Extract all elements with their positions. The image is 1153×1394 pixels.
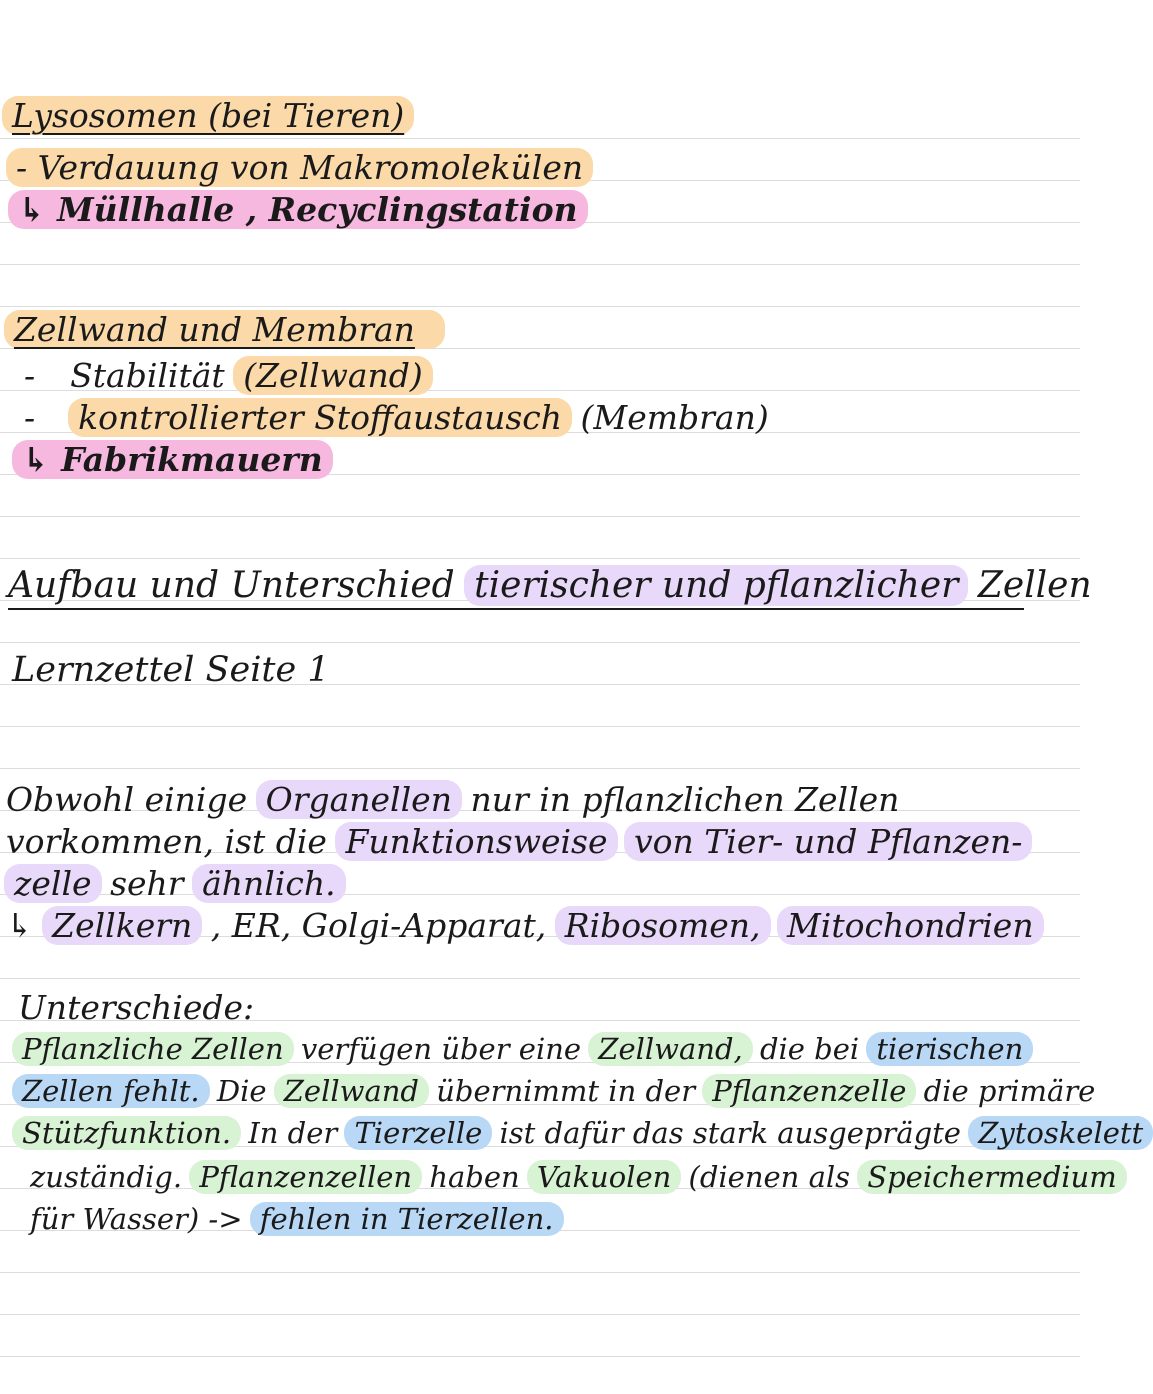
lysosomen-heading-line (4, 96, 412, 135)
highlight-speichermedium: Speichermedium (857, 1160, 1127, 1194)
zellwand-item2-text: kontrollierter Stoffaustausch (68, 398, 572, 437)
highlight-zellkern: Zellkern (42, 906, 202, 945)
lysosomen-item-line (8, 148, 591, 187)
lysosomen-heading: Lysosomen (bei Tieren) (2, 96, 414, 135)
zellwand-analogy-highlight (12, 440, 333, 479)
title-part1: Aufbau und Unterschied (8, 565, 455, 606)
highlight-tierzelle: Tierzelle (344, 1116, 492, 1150)
zellwand-item2-note: (Membran) (580, 398, 769, 437)
zellwand-item1-note: (Zellwand) (233, 356, 433, 395)
highlight-ribosomen: Ribosomen, (555, 906, 771, 945)
text: übernimmt in der (436, 1074, 696, 1108)
para1-line2 (6, 822, 1030, 861)
highlight-organellen: Organellen (256, 780, 462, 819)
text: nur in pflanzlichen Zellen (470, 780, 900, 819)
arrow-icon: ↳ (22, 440, 50, 479)
zellwand-analogy: Fabrikmauern (61, 440, 323, 479)
unterschiede-line2 (14, 1074, 1095, 1108)
text: sehr (110, 864, 184, 903)
lysosomen-analogy-highlight (8, 190, 588, 229)
highlight-tierischen: tierischen (866, 1032, 1033, 1066)
text: (dienen als (688, 1160, 851, 1194)
arrow-icon: ↳ (18, 190, 46, 229)
lysosomen-analogy: Müllhalle , Recyclingstation (57, 190, 578, 229)
title-part3: Zellen (977, 565, 1092, 606)
text: verfügen über eine (300, 1032, 582, 1066)
arrow-icon: ↳ (6, 906, 34, 945)
zellwand-item1-text: Stabilität (70, 356, 225, 395)
highlight-mitochondrien: Mitochondrien (777, 906, 1044, 945)
text: die bei (759, 1032, 860, 1066)
highlight-funktionsweise: Funktionsweise (335, 822, 617, 861)
highlight-pflanzliche-zellen: Pflanzliche Zellen (12, 1032, 294, 1066)
highlight-zellen-fehlt: Zellen fehlt. (12, 1074, 210, 1108)
unterschiede-heading: Unterschiede: (18, 988, 255, 1027)
zellwand-analogy-line (14, 440, 331, 479)
zellwand-heading: Zellwand und Membran (4, 310, 445, 349)
highlight-tier-pflanzen: von Tier- und Pflanzen- (624, 822, 1032, 861)
page-title (8, 565, 1092, 610)
text: die primäre (923, 1074, 1096, 1108)
dash: - (24, 356, 36, 395)
lysosomen-analogy-line (10, 190, 586, 229)
para1-line4 (6, 906, 1042, 945)
text: , ER, Golgi-Apparat, (210, 906, 547, 945)
text: für Wasser) -> (30, 1202, 243, 1236)
unterschiede-line1 (14, 1032, 1031, 1066)
text: zuständig. (30, 1160, 183, 1194)
text: haben (429, 1160, 520, 1194)
highlight-pflanzenzelle: Pflanzenzelle (702, 1074, 916, 1108)
text: vorkommen, ist die (6, 822, 327, 861)
text: ist dafür das stark ausgeprägte (499, 1116, 961, 1150)
text: Die (216, 1074, 267, 1108)
highlight-fehlen-in-tierzellen: fehlen in Tierzellen. (250, 1202, 564, 1236)
title-part2: tierischer und pflanzlicher (464, 565, 968, 606)
text: In der (248, 1116, 338, 1150)
zellwand-item1-line (24, 356, 431, 395)
unterschiede-line4 (30, 1160, 1125, 1194)
para1-line3 (6, 864, 344, 903)
zellwand-item2-line (24, 398, 769, 437)
para1-line1 (6, 780, 899, 819)
highlight-vakuolen: Vakuolen (527, 1160, 681, 1194)
highlight-pflanzenzellen: Pflanzenzellen (189, 1160, 422, 1194)
unterschiede-line3 (14, 1116, 1151, 1150)
page-subtitle: Lernzettel Seite 1 (12, 650, 330, 690)
text: Obwohl einige (6, 780, 248, 819)
highlight-zytoskelett: Zytoskelett (968, 1116, 1153, 1150)
highlight-zelle: zelle (4, 864, 102, 903)
lysosomen-item: - Verdauung von Makromolekülen (6, 148, 593, 187)
highlight-aehnlich: ähnlich. (192, 864, 346, 903)
unterschiede-line5 (30, 1202, 562, 1236)
highlight-zellwand: Zellwand (274, 1074, 429, 1108)
zellwand-heading-line (6, 310, 443, 349)
highlight-stuetzfunktion: Stützfunktion. (12, 1116, 241, 1150)
highlight-zellwand: Zellwand, (588, 1032, 752, 1066)
dash: - (24, 398, 36, 437)
